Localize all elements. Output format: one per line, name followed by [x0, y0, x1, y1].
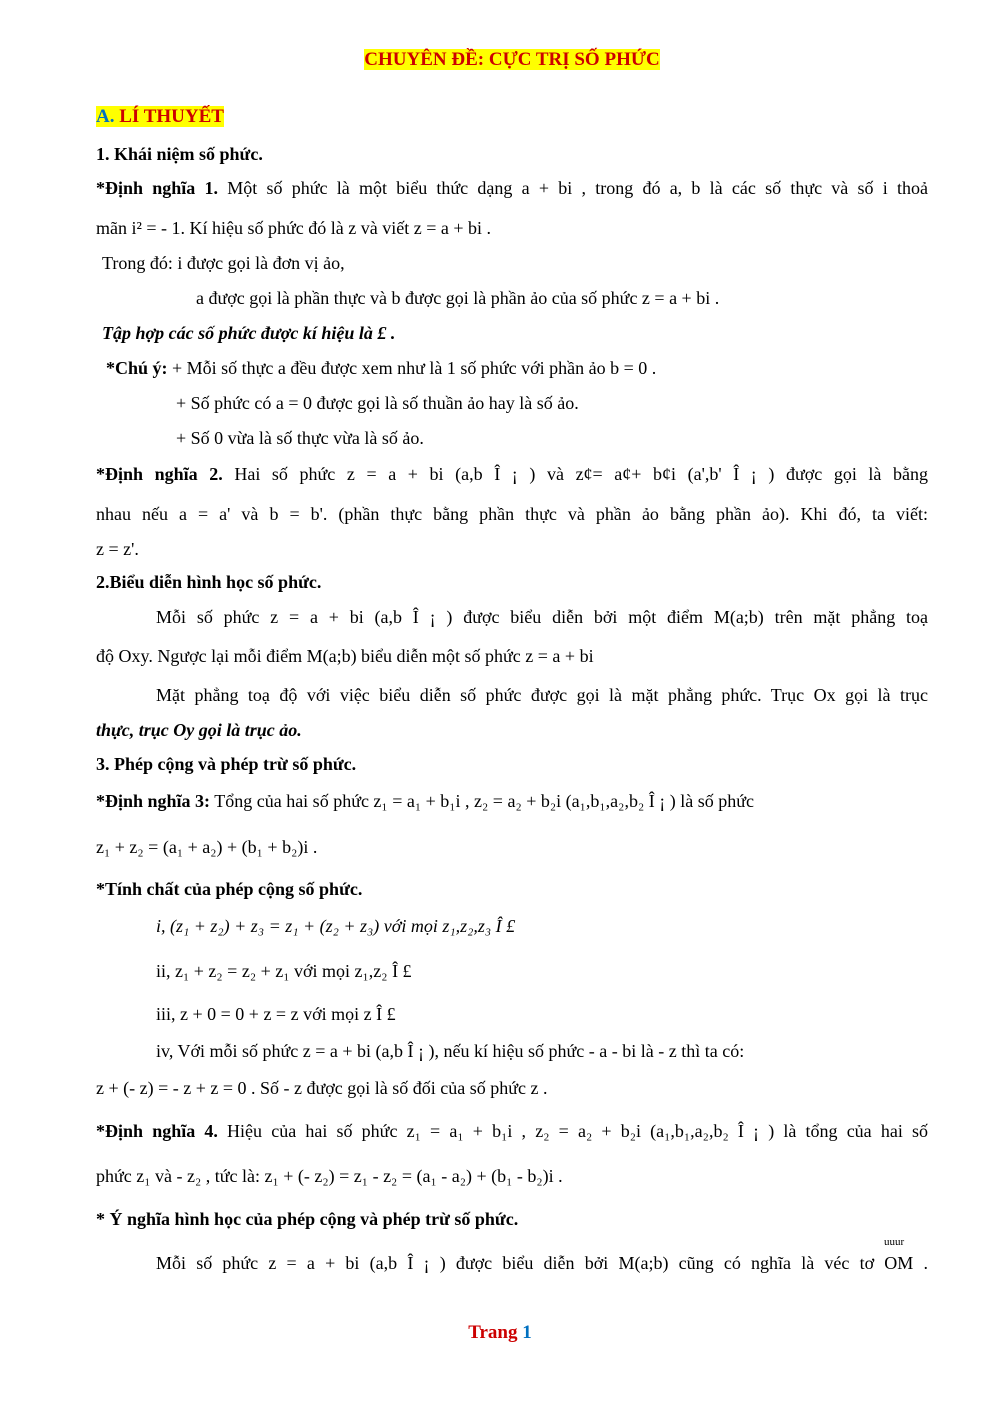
- geometry-line-4: thực, trục Oy gọi là trục ảo.: [96, 720, 302, 740]
- section-a-heading: [96, 106, 928, 128]
- definition-3-line-2: z₁ + z₂ = (a₁ + a₂) + (b₁ + b₂)i .: [96, 837, 318, 857]
- heading-1: 1. Khái niệm số phức.: [96, 144, 263, 164]
- property-iii: iii, z + 0 = 0 + z = z với mọi z Î £: [156, 1004, 396, 1024]
- geometric-meaning-line: Mỗi số phức z = a + bi (a,b Î ¡ ) được biểu diễn bởi M(a;b) cũng có nghĩa là véc tơ OM .: [156, 1253, 928, 1273]
- page-title: [96, 49, 928, 71]
- geometric-meaning-heading: * Ý nghĩa hình học của phép cộng và phép trừ số phức.: [96, 1209, 519, 1229]
- definition-1-line-2: mãn i² = - 1. Kí hiệu số phức đó là z và viết z = a + bi .: [96, 218, 492, 238]
- definition-2-line-3: z = z'.: [96, 539, 139, 559]
- property-iv: iv, Với mỗi số phức z = a + bi (a,b Î ¡ ), nếu kí hiệu số phức - a - bi là - z thì ta có:: [156, 1041, 745, 1061]
- title-text: CHUYÊN ĐỀ: CỰC TRỊ SỐ PHỨC: [364, 49, 660, 70]
- geometry-line-1: Mỗi số phức z = a + bi (a,b Î ¡ ) được biểu diễn bởi một điểm M(a;b) trên mặt phẳng toạ: [156, 607, 928, 627]
- definition-1-line-1: *Định nghĩa 1. Một số phức là một biểu thức dạng a + bi , trong đó a, b là các số thực và số i thoả: [96, 178, 929, 198]
- definition-2-line-1: *Định nghĩa 2. Hai số phức z = a + bi (a,b Î ¡ ) và z¢= a¢+ b¢i (a',b' Î ¡ ) được gọi là bằng: [96, 464, 928, 484]
- note-line-1: *Chú ý: + Mỗi số thực a đều được xem như là 1 số phức với phần ảo b = 0 .: [106, 358, 657, 378]
- section-a-letter: A.: [96, 106, 115, 127]
- real-imag-part-line: a được gọi là phần thực và b được gọi là phần ảo của số phức z = a + bi .: [196, 288, 720, 308]
- note-line-2: + Số phức có a = 0 được gọi là số thuần ảo hay là số ảo.: [176, 393, 579, 413]
- heading-3: 3. Phép cộng và phép trừ số phức.: [96, 754, 357, 774]
- property-i: i, (z₁ + z₂) + z₃ = z₁ + (z₂ + z₃) với mọi z₁,z₂,z₃ Î £: [156, 916, 516, 936]
- set-notation-line: Tập hợp các số phức được kí hiệu là £ .: [102, 323, 396, 343]
- property-ii: ii, z₁ + z₂ = z₂ + z₁ với mọi z₁,z₂ Î £: [156, 961, 412, 981]
- geometry-line-3: Mặt phẳng toạ độ với việc biểu diễn số phức được gọi là mặt phẳng phức. Trục Ox gọi là trục: [156, 685, 928, 705]
- definition-3-line-1: *Định nghĩa 3: Tổng của hai số phức z₁ = a₁ + b₁i , z₂ = a₂ + b₂i (a₁,b₁,a₂,b₂ Î ¡ ) là số phức: [96, 791, 754, 811]
- vector-arrow-marker: uuur: [884, 1236, 905, 1248]
- property-iv-continued: z + (- z) = - z + z = 0 . Số - z được gọi là số đối của số phức z .: [96, 1078, 548, 1098]
- page-footer: [0, 1322, 1000, 1344]
- definition-4-line-1: *Định nghĩa 4. Hiệu của hai số phức z₁ = a₁ + b₁i , z₂ = a₂ + b₂i (a₁,b₁,a₂,b₂ Î ¡ ) là tổng của hai số: [96, 1121, 929, 1141]
- addition-properties-heading: *Tính chất của phép cộng số phức.: [96, 879, 363, 899]
- definition-4-line-2: phức z₁ và - z₂ , tức là: z₁ + (- z₂) = z₁ - z₂ = (a₁ - a₂) + (b₁ - b₂)i .: [96, 1166, 563, 1186]
- where-line: Trong đó: i được gọi là đơn vị ảo,: [102, 253, 345, 273]
- definition-2-line-2: nhau nếu a = a' và b = b'. (phần thực bằng phần thực và phần ảo bằng phần ảo). Khi đó, ta viết:: [96, 504, 928, 524]
- footer-word: Trang: [468, 1322, 518, 1343]
- section-a-name: LÍ THUYẾT: [119, 106, 224, 127]
- note-line-3: + Số 0 vừa là số thực vừa là số ảo.: [176, 428, 424, 448]
- geometry-line-2: độ Oxy. Ngược lại mỗi điểm M(a;b) biểu diễn một số phức z = a + bi: [96, 646, 594, 666]
- heading-2: 2.Biểu diễn hình học số phức.: [96, 572, 322, 592]
- page-number: 1: [522, 1322, 532, 1343]
